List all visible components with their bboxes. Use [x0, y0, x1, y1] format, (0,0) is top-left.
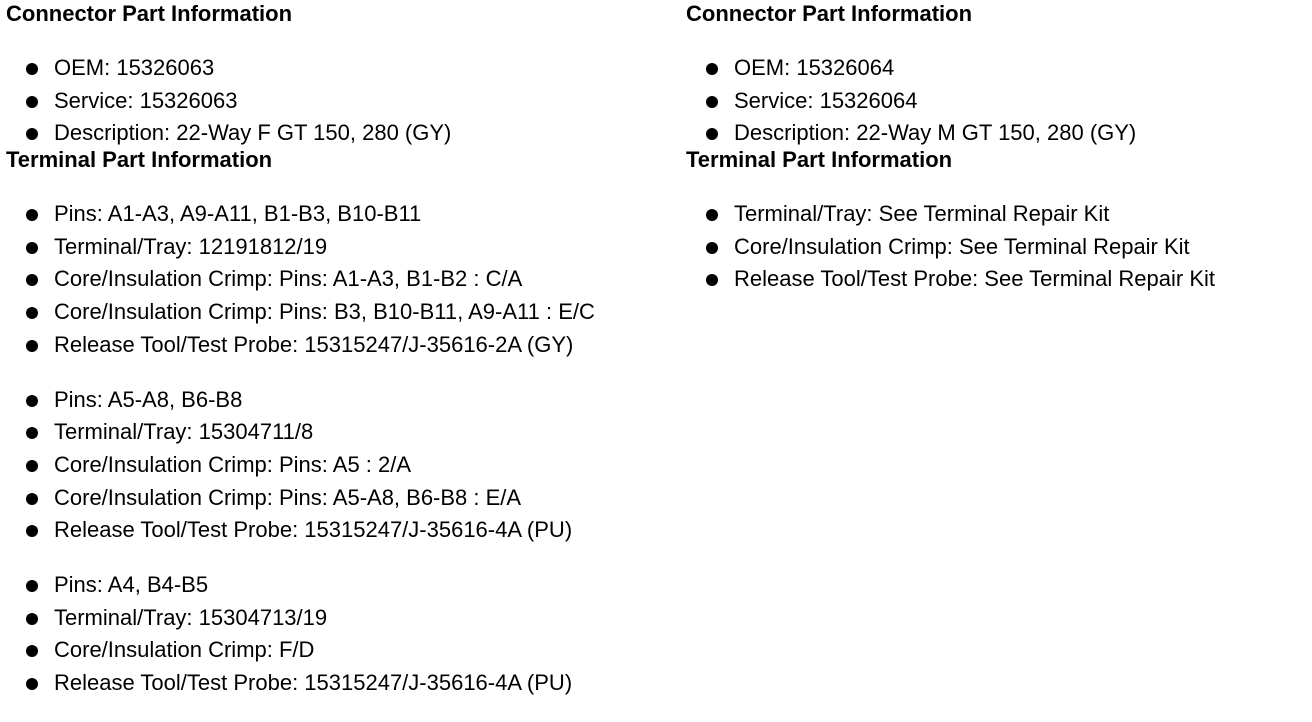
connector-part-heading: Connector Part Information	[686, 1, 973, 26]
bullet-icon	[706, 209, 718, 221]
bullet-icon	[26, 307, 38, 319]
terminal-group-list	[6, 569, 676, 700]
list-item: Service: 15326063	[6, 85, 676, 118]
bullet-icon	[26, 427, 38, 439]
bullet-icon	[26, 242, 38, 254]
list-item: Terminal/Tray: See Terminal Repair Kit	[686, 198, 1306, 231]
list-item: Core/Insulation Crimp: F/D	[6, 634, 676, 667]
bullet-icon	[26, 525, 38, 537]
bullet-icon	[26, 613, 38, 625]
list-item: Core/Insulation Crimp: Pins: A5-A8, B6-B8 : E/A	[6, 482, 676, 515]
bullet-icon	[26, 274, 38, 286]
connector-part-heading: Connector Part Information	[6, 1, 293, 26]
bullet-icon	[26, 580, 38, 592]
bullet-icon	[26, 340, 38, 352]
connector-part-list	[6, 52, 676, 150]
list-item: Service: 15326064	[686, 85, 1306, 118]
terminal-part-heading: Terminal Part Information	[6, 147, 273, 173]
bullet-icon	[26, 209, 38, 221]
bullet-icon	[26, 493, 38, 505]
bullet-icon	[26, 128, 38, 140]
bullet-icon	[26, 678, 38, 690]
connector-info-column-left	[6, 0, 676, 700]
list-item: Core/Insulation Crimp: Pins: A1-A3, B1-B2 : C/A	[6, 263, 676, 296]
list-item: Terminal/Tray: 12191812/19	[6, 231, 676, 264]
bullet-icon	[26, 395, 38, 407]
list-item: Pins: A5-A8, B6-B8	[6, 384, 676, 417]
bullet-icon	[706, 274, 718, 286]
bullet-icon	[26, 645, 38, 657]
terminal-group-list	[6, 384, 676, 547]
list-item: Pins: A1-A3, A9-A11, B1-B3, B10-B11	[6, 198, 676, 231]
list-item: Release Tool/Test Probe: 15315247/J-35616-4A (PU)	[6, 667, 676, 700]
terminal-group-list	[6, 198, 676, 361]
list-item: Release Tool/Test Probe: 15315247/J-35616-4A (PU)	[6, 514, 676, 547]
list-item: Pins: A4, B4-B5	[6, 569, 676, 602]
bullet-icon	[26, 63, 38, 75]
terminal-part-heading: Terminal Part Information	[686, 147, 953, 173]
list-item: Terminal/Tray: 15304711/8	[6, 416, 676, 449]
list-item: Core/Insulation Crimp: See Terminal Repair Kit	[686, 231, 1306, 264]
list-item: Release Tool/Test Probe: See Terminal Repair Kit	[686, 263, 1306, 296]
terminal-group-list	[686, 198, 1306, 296]
bullet-icon	[706, 128, 718, 140]
list-item: Core/Insulation Crimp: Pins: A5 : 2/A	[6, 449, 676, 482]
list-item: Release Tool/Test Probe: 15315247/J-35616-2A (GY)	[6, 329, 676, 362]
bullet-icon	[26, 96, 38, 108]
bullet-icon	[706, 242, 718, 254]
bullet-icon	[706, 96, 718, 108]
bullet-icon	[706, 63, 718, 75]
list-item: Core/Insulation Crimp: Pins: B3, B10-B11, A9-A11 : E/C	[6, 296, 676, 329]
list-item: OEM: 15326064	[686, 52, 1306, 85]
list-item: OEM: 15326063	[6, 52, 676, 85]
list-item: Description: 22-Way F GT 150, 280 (GY)	[6, 117, 676, 150]
list-item: Terminal/Tray: 15304713/19	[6, 602, 676, 635]
list-item: Description: 22-Way M GT 150, 280 (GY)	[686, 117, 1306, 150]
bullet-icon	[26, 460, 38, 472]
connector-info-column-right	[686, 0, 1306, 296]
connector-part-list	[686, 52, 1306, 150]
